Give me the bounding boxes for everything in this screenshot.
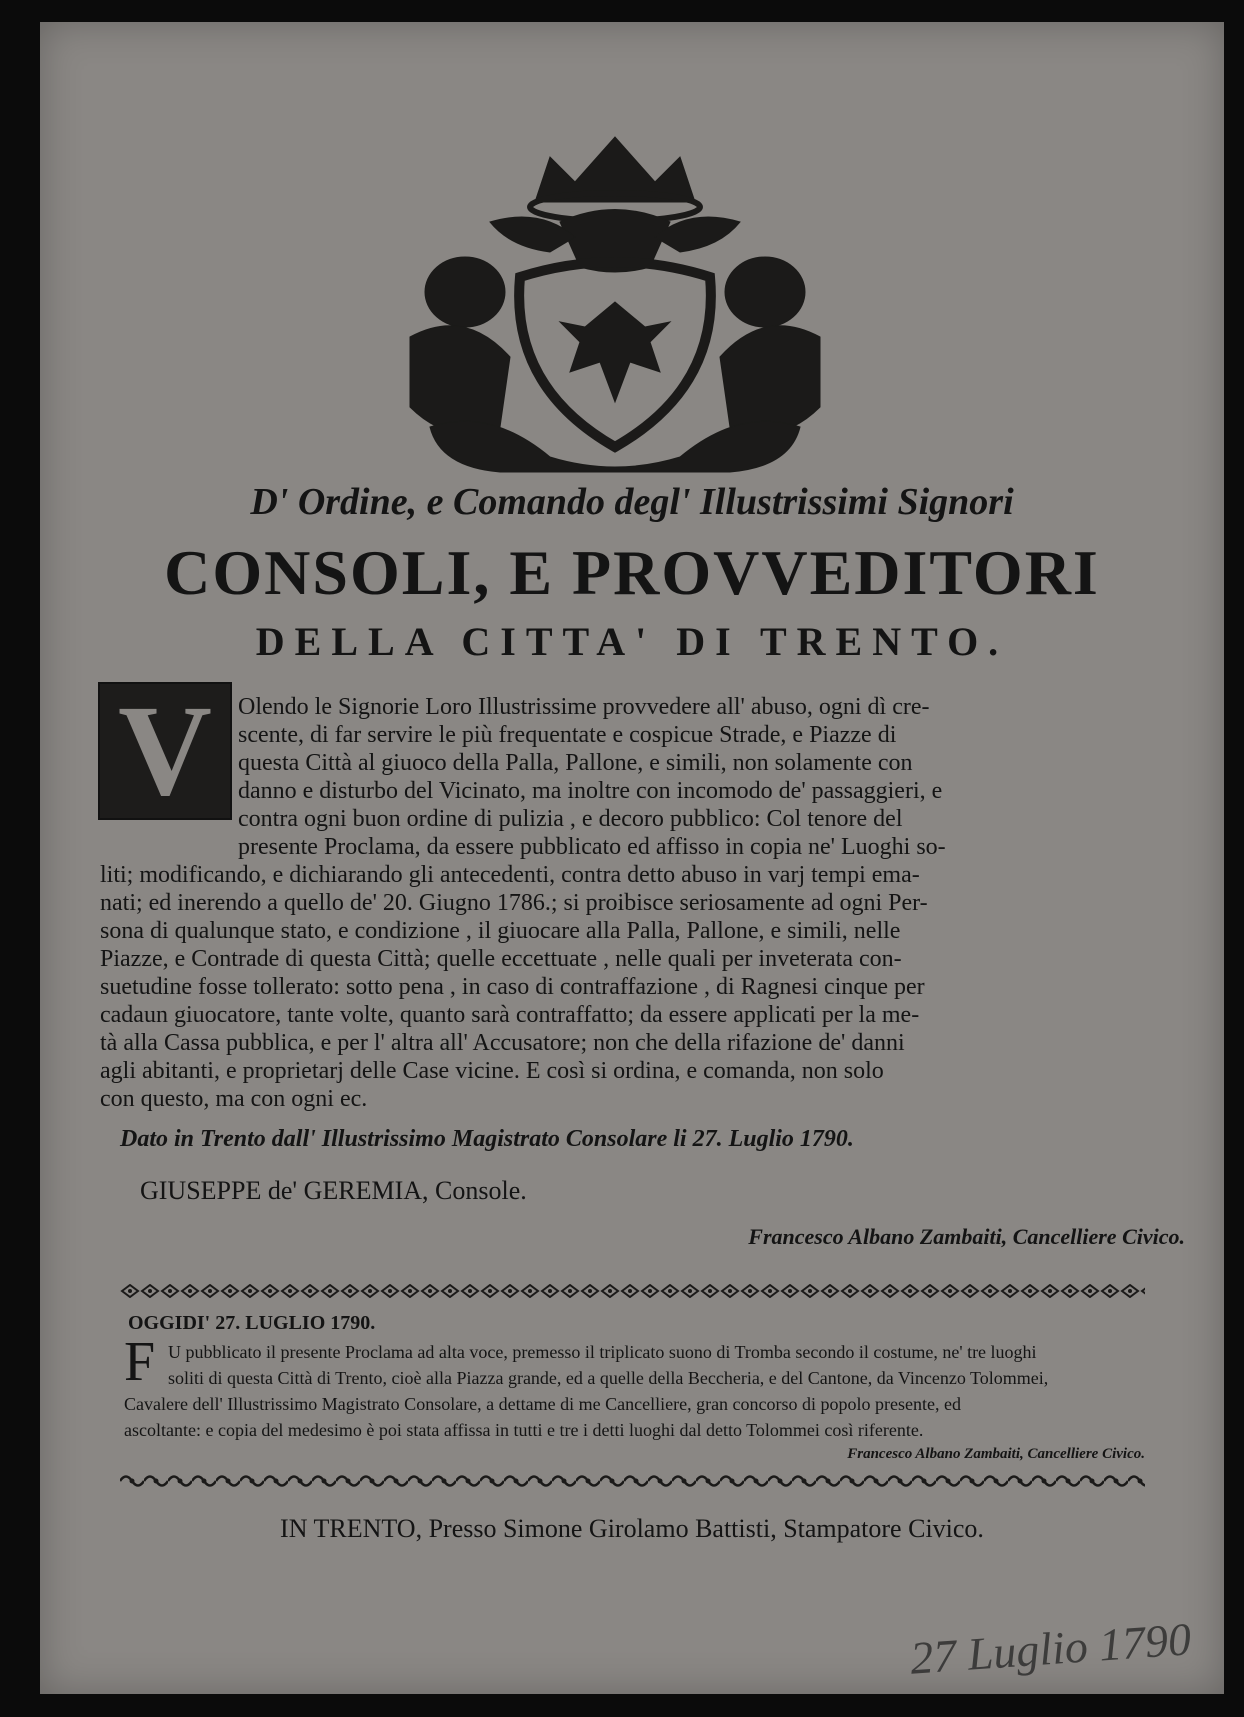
ornament-divider	[120, 1284, 1145, 1298]
body-line: con questo, ma con ogni ec.	[100, 1086, 368, 1112]
drop-cap-f: F	[124, 1331, 156, 1393]
date-line: Dato in Trento dall' Illustrissimo Magistrato Consolare li 27. Luglio 1790.	[120, 1126, 854, 1152]
body-line: Olendo le Signorie Loro Illustrissime provvedere all' abuso, ogni dì cre-	[238, 694, 930, 720]
body-line: suetudine fosse tollerato: sotto pena , in caso di contraffazione , di Ragnesi cinque per	[100, 974, 925, 1000]
note-line: U pubblicato il presente Proclama ad alta voce, premesso il triplicato suono di Tromba secondo il costume, ne' tre luoghi	[168, 1342, 1037, 1362]
publication-heading: OGGIDI' 27. LUGLIO 1790.	[128, 1312, 376, 1334]
body-line: Piazze, e Contrade di questa Città; quelle eccettuate , nelle quali per inveterata con-	[100, 946, 902, 972]
body-line: cadaun giuocatore, tante volte, quanto sarà contraffatto; da essere applicati per la me-	[100, 1002, 920, 1028]
note-line: Cavalere dell' Illustrissimo Magistrato Consolare, a dettame di me Cancelliere, gran concorso di popolo presente, ed	[124, 1394, 961, 1414]
title-heading: CONSOLI, E PROVVEDITORI	[164, 537, 1100, 608]
note-line: ascoltante: e copia del medesimo è poi stata affissa in tutti e tre i detti luoghi dal detto Tolommei così riferente.	[124, 1420, 924, 1440]
chancellor-signature-note: Francesco Albano Zambaiti, Cancelliere Civico.	[847, 1446, 1145, 1462]
body-line: sona di qualunque stato, e condizione , il giuocare alla Palla, Pallone, e simili, nelle	[100, 918, 901, 944]
body-line: agli abitanti, e proprietarj delle Case vicine. E così si ordina, e comanda, non solo	[100, 1058, 884, 1084]
body-line: presente Proclama, da essere pubblicato ed affisso in copia ne' Luoghi so-	[238, 834, 946, 860]
handwritten-date: 27 Luglio 1790	[908, 1613, 1193, 1684]
body-line: danno e disturbo del Vicinato, ma inoltre con incomodo de' passaggieri, e	[238, 778, 943, 804]
drop-cap-v: V	[98, 682, 232, 820]
consul-signature: GIUSEPPE de' GEREMIA, Console.	[140, 1176, 527, 1205]
body-line: tà alla Cassa pubblica, e per l' altra all' Accusatore; non che della rifazione de' danni	[100, 1030, 905, 1056]
body-line: liti; modificando, e dichiarando gli antecedenti, contra detto abuso in varj tempi ema-	[100, 862, 920, 888]
coat-of-arms-icon	[370, 127, 860, 482]
note-line: soliti di questa Città di Trento, cioè alla Piazza grande, ed a quelle della Beccheria, e del Cantone, da Vincenzo Tolommei,	[168, 1368, 1049, 1388]
printer-imprint: IN TRENTO, Presso Simone Girolamo Battisti, Stampatore Civico.	[280, 1514, 984, 1543]
city-heading: DELLA CITTA' DI TRENTO.	[255, 619, 1009, 664]
ornament-divider-lower	[120, 1472, 1145, 1490]
body-line: scente, di far servire le più frequentate e cospicue Strade, e Piazze di	[238, 722, 897, 748]
chancellor-signature: Francesco Albano Zambaiti, Cancelliere Civico.	[748, 1224, 1185, 1249]
body-line: contra ogni buon ordine di pulizia , e decoro pubblico: Col tenore del	[238, 806, 903, 832]
body-line: questa Città al giuoco della Palla, Pallone, e simili, non solamente con	[238, 750, 913, 776]
body-line: nati; ed inerendo a quello de' 20. Giugno 1786.; si proibisce seriosamente ad ogni Per-	[100, 890, 928, 916]
order-heading: D' Ordine, e Comando degl' Illustrissimi Signori	[250, 481, 1014, 523]
proclamation-sheet	[40, 22, 1224, 1694]
